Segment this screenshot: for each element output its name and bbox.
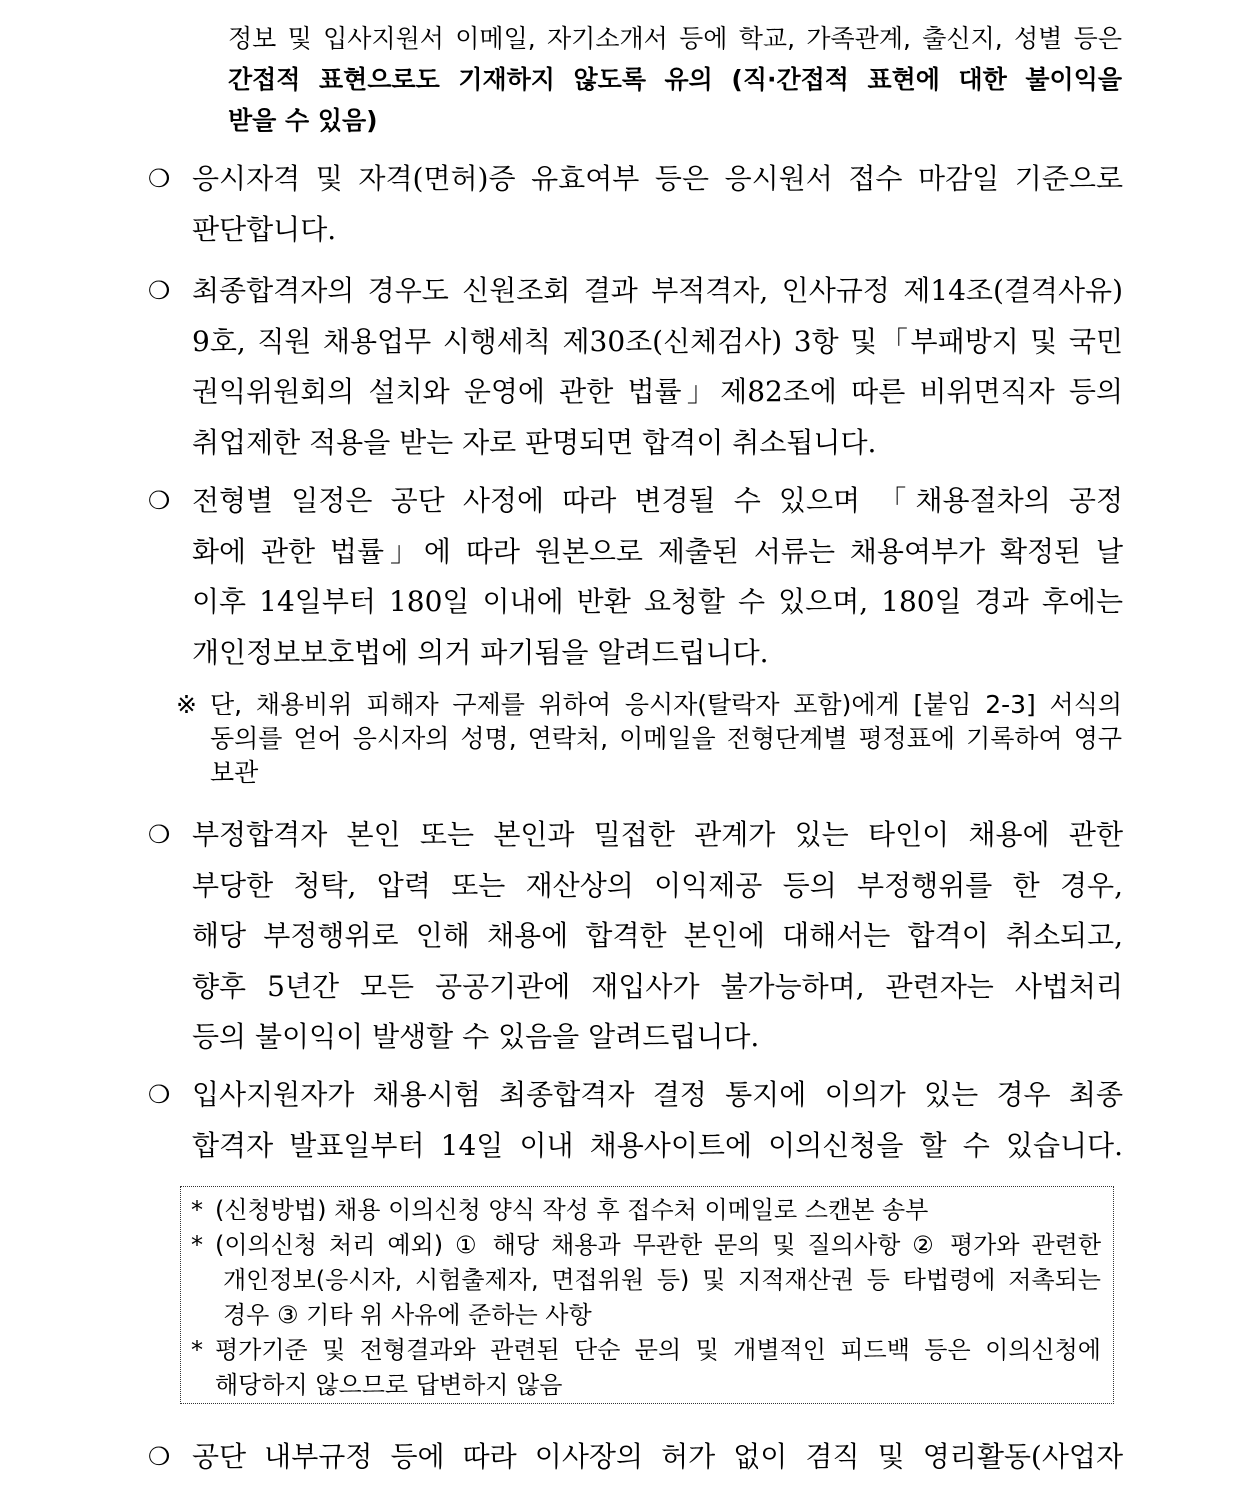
bullet-text	[192, 266, 1123, 468]
bullet-item	[148, 1070, 1123, 1171]
box-line: 개인정보(응시자, 시험출제자, 면접위원 등) 및 지적재산권 등 타법령에 저촉되는	[223, 1266, 1101, 1294]
bullet-text	[192, 154, 1123, 255]
bullet-item	[148, 154, 1123, 255]
intro-line-bold: 간접적 표현으로도 기재하지 않도록 유의 (직·간접적 표현에 대한 불이익을	[228, 65, 1122, 94]
text-line: 이후 14일부터 180일 이내에 반환 요청할 수 있으며, 180일 경과 후에는	[192, 585, 1123, 618]
text-line: 부정합격자 본인 또는 본인과 밀접한 관계가 있는 타인이 채용에 관한	[192, 818, 1123, 851]
box-line: (이의신청 처리 예외) ① 해당 채용과 무관한 문의 및 질의사항 ② 평가와 관련한	[215, 1231, 1101, 1259]
text-line: 최종합격자의 경우도 신원조회 결과 부적격자, 인사규정 제14조(결격사유)	[192, 274, 1123, 307]
intro-paragraph	[228, 18, 1122, 141]
objection-info-box	[180, 1186, 1114, 1404]
text-line: 공단 내부규정 등에 따라 이사장의 허가 없이 겸직 및 영리활동(사업자	[192, 1440, 1123, 1473]
bullet-text	[192, 476, 1123, 678]
text-line: 전형별 일정은 공단 사정에 따라 변경될 수 있으며 「채용절차의 공정	[192, 484, 1123, 517]
note-line: 단, 채용비위 피해자 구제를 위하여 응시자(탈락자 포함)에게 [붙임 2-3] 서식의	[210, 690, 1122, 719]
text-line: 합격자 발표일부터 14일 이내 채용사이트에 이의신청을 할 수 있습니다.	[192, 1128, 1123, 1162]
asterisk-icon: *	[191, 1336, 203, 1364]
text-line: 해당 부정행위로 인해 채용에 합격한 본인에 대해서는 합격이 취소되고,	[192, 919, 1123, 952]
reference-mark-icon: ※	[176, 690, 197, 719]
box-entry	[191, 1228, 1101, 1333]
circle-bullet-icon: ❍	[148, 1442, 171, 1471]
circle-bullet-icon: ❍	[148, 486, 171, 515]
circle-bullet-icon: ❍	[148, 276, 171, 305]
reference-note	[176, 688, 1122, 790]
note-line: 보관	[210, 758, 259, 787]
text-line: 입사지원자가 채용시험 최종합격자 결정 통지에 이의가 있는 경우 최종	[192, 1078, 1123, 1111]
text-line: 취업제한 적용을 받는 자로 판명되면 합격이 취소됩니다.	[192, 425, 877, 459]
bullet-text	[192, 810, 1123, 1063]
note-line: 동의를 얻어 응시자의 성명, 연락처, 이메일을 전형단계별 평정표에 기록하여 영구	[210, 724, 1122, 753]
box-entry	[191, 1193, 1101, 1228]
box-entry	[191, 1333, 1101, 1403]
note-text	[210, 688, 1122, 790]
box-line: 평가기준 및 전형결과와 관련된 단순 문의 및 개별적인 피드백 등은 이의신청에	[215, 1336, 1101, 1364]
bullet-text	[192, 1070, 1123, 1171]
circle-bullet-icon: ❍	[148, 1080, 171, 1109]
text-line: 향후 5년간 모든 공공기관에 재입사가 불가능하며, 관련자는 사법처리	[192, 969, 1123, 1003]
bullet-item	[148, 266, 1123, 468]
text-line: 개인정보보호법에 의거 파기됨을 알려드립니다.	[192, 635, 769, 669]
circle-bullet-icon: ❍	[148, 164, 171, 193]
text-line: 권익위원회의 설치와 운영에 관한 법률」제82조에 따른 비위면직자 등의	[192, 375, 1123, 408]
text-line: 응시자격 및 자격(면허)증 유효여부 등은 응시원서 접수 마감일 기준으로	[192, 162, 1123, 195]
text-line: 등의 불이익이 발생할 수 있음을 알려드립니다.	[192, 1020, 760, 1053]
box-line: 경우 ③ 기타 위 사유에 준하는 사항	[223, 1301, 592, 1329]
intro-line: 정보 및 입사지원서 이메일, 자기소개서 등에 학교, 가족관계, 출신지, 성별 등은	[228, 24, 1122, 53]
asterisk-icon: *	[191, 1196, 203, 1224]
bullet-item	[148, 1432, 1123, 1483]
text-line: 판단합니다.	[192, 212, 337, 246]
bullet-text	[192, 1432, 1123, 1483]
box-line: (신청방법) 채용 이의신청 양식 작성 후 접수처 이메일로 스캔본 송부	[215, 1196, 929, 1224]
intro-line-bold: 받을 수 있음)	[228, 106, 378, 135]
circle-bullet-icon: ❍	[148, 820, 171, 849]
bullet-item	[148, 476, 1123, 678]
bullet-item	[148, 810, 1123, 1063]
text-line: 부당한 청탁, 압력 또는 재산상의 이익제공 등의 부정행위를 한 경우,	[192, 868, 1123, 902]
box-line: 해당하지 않으므로 답변하지 않음	[215, 1371, 563, 1399]
text-line: 9호, 직원 채용업무 시행세칙 제30조(신체검사) 3항 및「부패방지 및 국민	[192, 324, 1123, 358]
asterisk-icon: *	[191, 1231, 203, 1259]
text-line: 화에 관한 법률」에 따라 원본으로 제출된 서류는 채용여부가 확정된 날	[192, 534, 1123, 568]
